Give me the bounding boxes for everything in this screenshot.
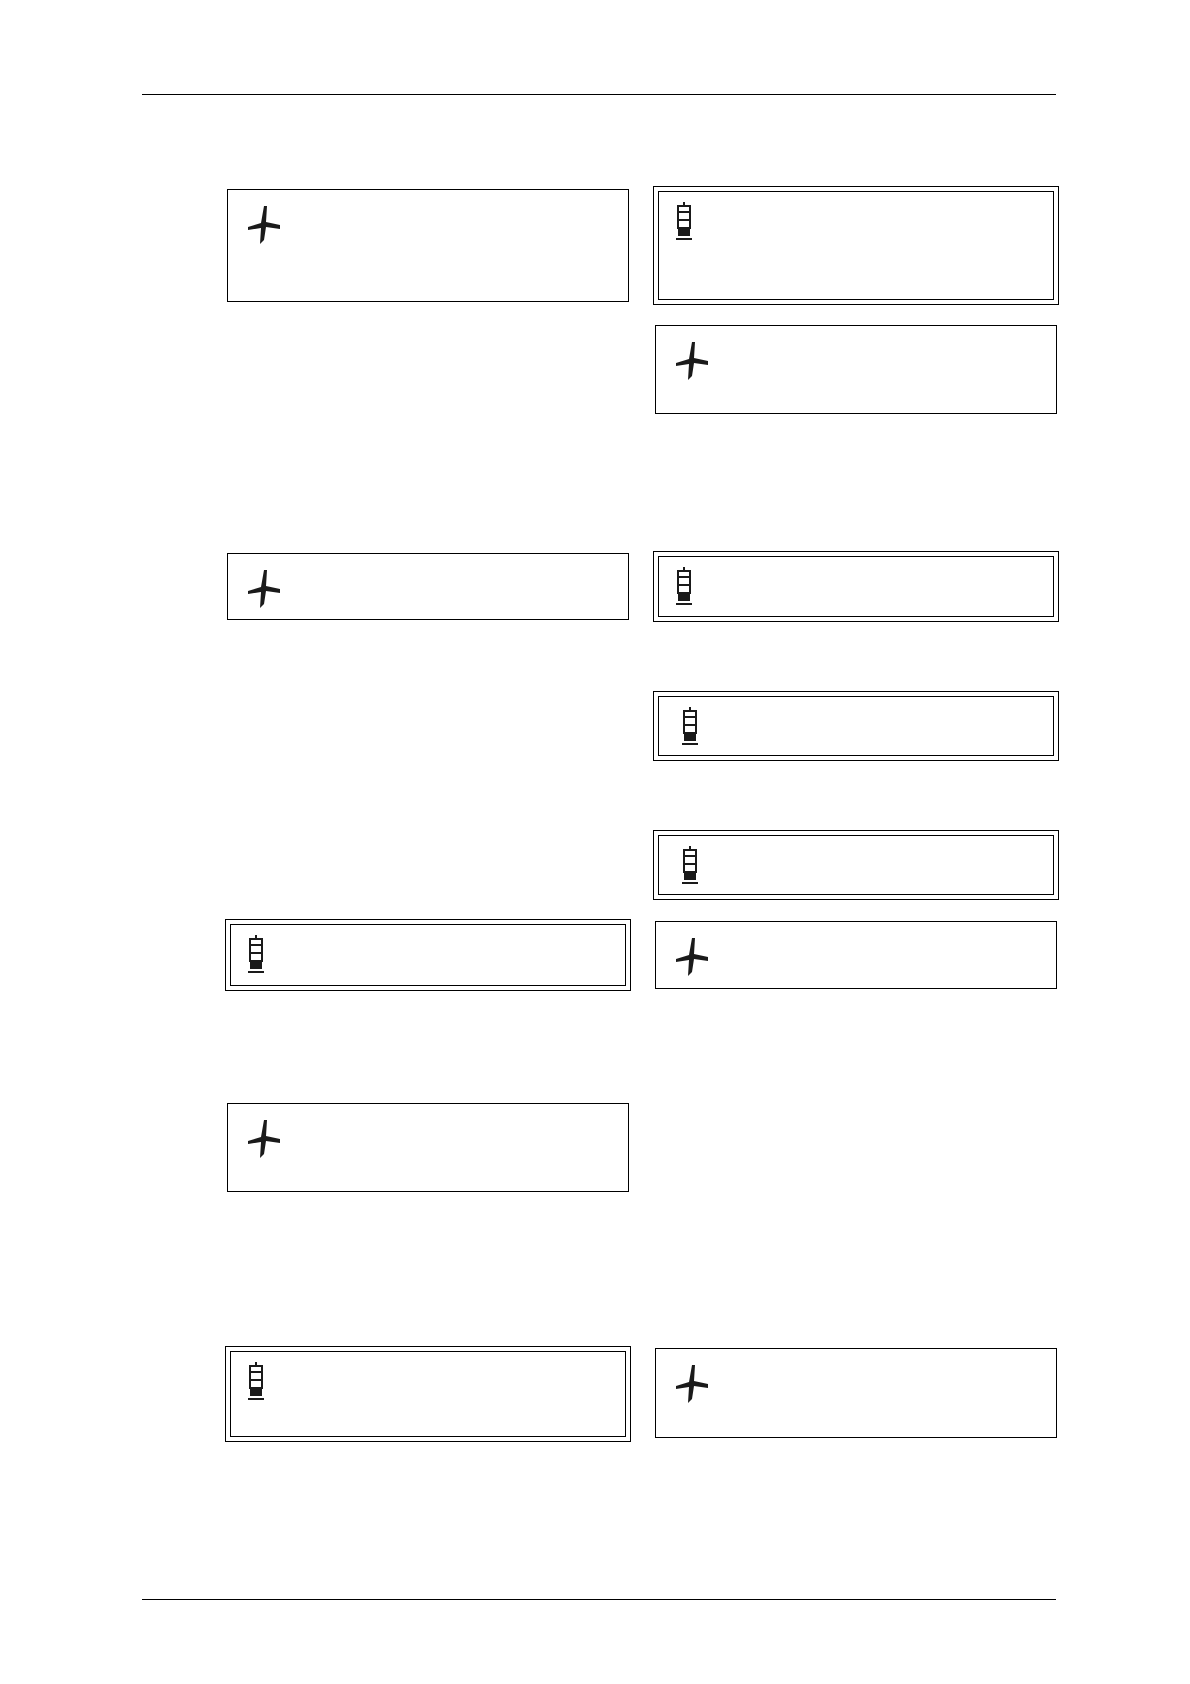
control-tower-icon [244, 1361, 284, 1407]
control-tower-icon [678, 845, 718, 891]
controller-message-box [225, 1346, 631, 1442]
controller-message-box [653, 551, 1059, 622]
airplane-icon [670, 1361, 710, 1407]
control-tower-icon [672, 566, 712, 612]
airplane-icon [242, 1116, 282, 1162]
pilot-message-box [655, 921, 1057, 989]
pilot-message-box [227, 553, 629, 620]
control-tower-icon [672, 201, 712, 247]
airplane-icon [242, 566, 282, 612]
header-rule [142, 94, 1056, 95]
controller-message-box [225, 919, 631, 991]
control-tower-icon [678, 706, 718, 752]
airplane-icon [670, 338, 710, 384]
footer-rule [142, 1599, 1056, 1600]
pilot-message-box [655, 1348, 1057, 1438]
pilot-message-box [227, 1103, 629, 1192]
controller-message-box [653, 186, 1059, 305]
pilot-message-box [655, 325, 1057, 414]
airplane-icon [242, 202, 282, 248]
controller-message-box [653, 830, 1059, 900]
pilot-message-box [227, 189, 629, 302]
airplane-icon [670, 934, 710, 980]
control-tower-icon [244, 934, 284, 980]
controller-message-box [653, 691, 1059, 761]
